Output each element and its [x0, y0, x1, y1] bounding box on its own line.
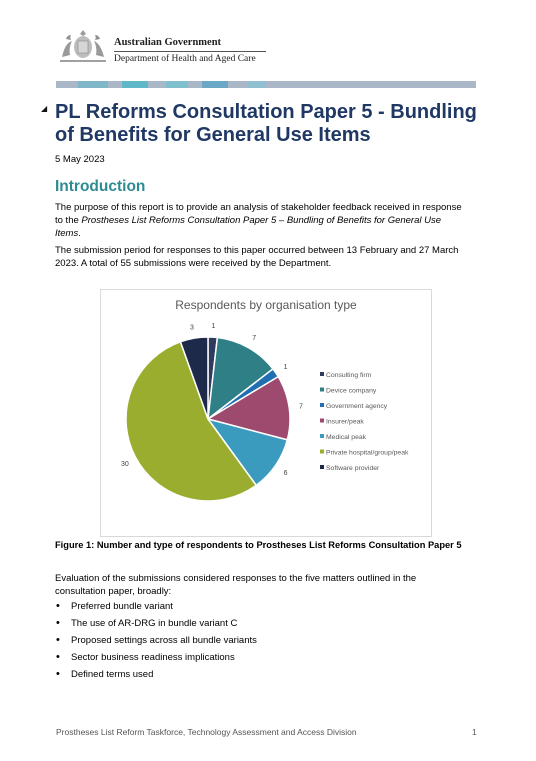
logo-divider: [114, 51, 266, 52]
government-name: Australian Government: [114, 37, 222, 48]
legend-swatch: [320, 388, 324, 392]
header-colour-stripe: [56, 81, 476, 88]
stripe-segment: [306, 81, 476, 88]
bullet-item: • The use of AR-DRG in bundle variant C: [55, 618, 257, 635]
stripe-segment: [108, 81, 122, 88]
stripe-segment: [56, 81, 78, 88]
legend-label: Device company: [326, 387, 377, 395]
pie-chart: [100, 289, 432, 537]
legend-swatch: [320, 450, 324, 454]
legend-swatch: [320, 419, 324, 423]
legend-swatch: [320, 372, 324, 376]
footer-text: Prostheses List Reform Taskforce, Technology Assessment and Access Division: [56, 727, 357, 737]
legend-swatch: [320, 403, 324, 407]
intro-paragraph: [55, 201, 465, 240]
legend-swatch: [320, 434, 324, 438]
legend-label: Consulting firm: [326, 372, 372, 379]
data-label: 7: [299, 403, 303, 411]
stripe-segment: [166, 81, 188, 88]
legend-swatch: [320, 465, 324, 469]
bullet-item: • Proposed settings across all bundle variants: [55, 635, 257, 652]
stripe-segment: [228, 81, 248, 88]
government-logo: [56, 27, 276, 67]
section-heading-introduction: Introduction: [55, 178, 146, 195]
pie-chart-svg: [101, 290, 431, 536]
document-date: 5 May 2023: [55, 154, 105, 165]
submission-period-paragraph: The submission period for responses to this paper occurred between 13 February and 27 March 2023. A total of 55 submissions were received by the Department.: [55, 245, 459, 269]
data-label: 6: [283, 470, 288, 478]
legend-label: Government agency: [326, 403, 388, 410]
page-title: PL Reforms Consultation Paper 5 - Bundling of Benefits for General Use Items: [55, 101, 477, 146]
matters-list: [55, 601, 257, 686]
bullet-item: • Sector business readiness implications: [55, 652, 257, 669]
collapse-triangle-icon[interactable]: ◢: [41, 104, 48, 113]
legend-label: Private hospital/group/peak: [326, 449, 409, 457]
stripe-segment: [266, 81, 306, 88]
data-label: 1: [211, 323, 216, 331]
figure-caption: Figure 1: Number and type of respondents to Prostheses List Reforms Consultation Paper 5: [55, 540, 462, 550]
bullet-item: • Preferred bundle variant: [55, 601, 257, 618]
stripe-segment: [188, 81, 202, 88]
chart-title: Respondents by organisation type: [175, 298, 357, 312]
page-number: 1: [472, 727, 477, 737]
stripe-segment: [78, 81, 108, 88]
evaluation-paragraph: Evaluation of the submissions considered responses to the five matters outlined in the consultation paper, broadly:: [55, 573, 417, 597]
intro-text-italic-title: Prostheses List Reforms Consultation Paper 5 – Bundling of Benefits for General Use Items: [55, 215, 442, 239]
department-name: Department of Health and Aged Care: [114, 54, 256, 64]
stripe-segment: [148, 81, 166, 88]
data-label: 1: [283, 363, 288, 371]
legend-label: Software provider: [326, 465, 380, 472]
stripe-segment: [122, 81, 148, 88]
intro-text-end: .: [78, 228, 81, 239]
intro-text-start: The purpose of this report is to provide an analysis of stakeholder feedback received in response to the: [55, 202, 462, 226]
legend-label: Medical peak: [326, 434, 367, 441]
data-label: 3: [190, 324, 194, 332]
coat-of-arms-icon: [56, 27, 110, 65]
stripe-segment: [248, 81, 266, 88]
stripe-segment: [202, 81, 228, 88]
data-label: 7: [252, 335, 257, 343]
legend-label: Insurer/peak: [326, 418, 364, 426]
bullet-item: • Defined terms used: [55, 669, 257, 686]
data-label: 30: [121, 460, 129, 468]
